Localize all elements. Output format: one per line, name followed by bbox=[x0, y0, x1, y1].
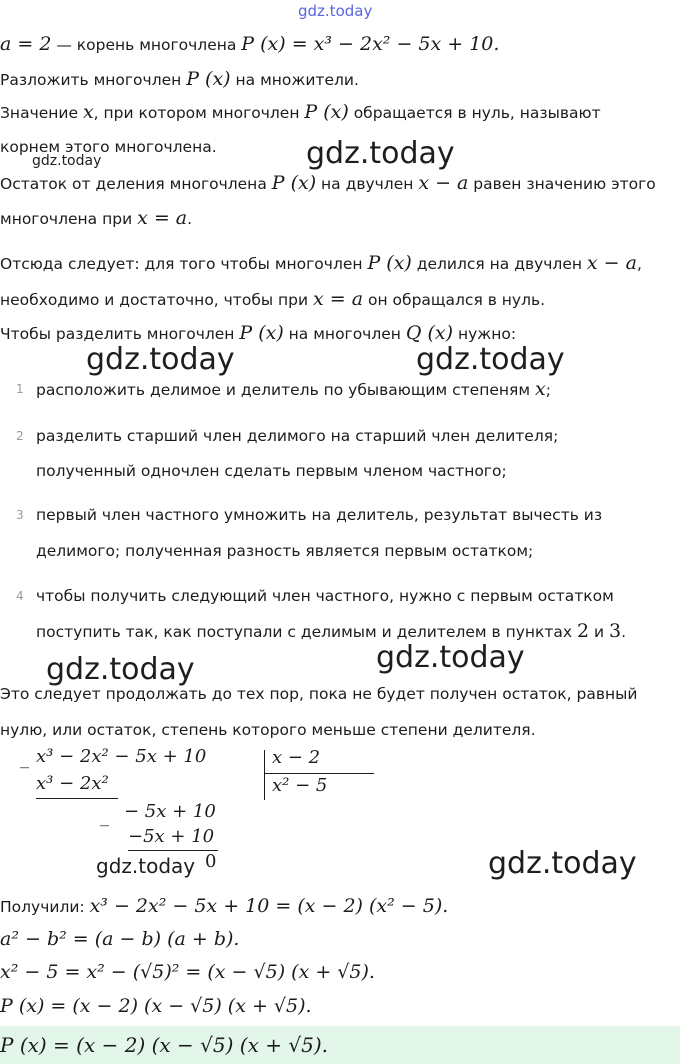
line-remainder-theorem-end bbox=[0, 207, 192, 230]
expr: 3 bbox=[609, 620, 622, 642]
underline bbox=[36, 798, 118, 799]
line-root-statement bbox=[0, 33, 499, 56]
step-3-line2: делимого; полученная разность является первым остатком; bbox=[36, 542, 534, 560]
line-consequence bbox=[0, 252, 642, 275]
step-2-line2: полученный одночлен сделать первым членом частного; bbox=[36, 462, 507, 480]
text: на множители. bbox=[230, 71, 359, 89]
watermark-top: gdz.today bbox=[298, 2, 373, 20]
step-2-line1: разделить старший член делимого на старший член делителя; bbox=[36, 427, 559, 445]
division-bar-horizontal bbox=[264, 773, 374, 774]
expr: P (x) bbox=[304, 101, 349, 123]
step-number: 2 bbox=[16, 429, 24, 443]
subtrahend-1: x³ − 2x² bbox=[36, 773, 109, 794]
line-final-factorization: P (x) = (x − 2) (x − √5) (x + √5). bbox=[0, 995, 312, 1017]
text: , bbox=[636, 255, 642, 273]
step-number: 1 bbox=[16, 382, 24, 396]
line-continue: Это следует продолжать до тех пор, пока не будет получен остаток, равный bbox=[0, 685, 638, 703]
step-1-line1 bbox=[36, 378, 551, 401]
watermark: gdz.today bbox=[306, 136, 455, 171]
step-number: 3 bbox=[16, 508, 24, 522]
watermark: gdz.today bbox=[416, 342, 565, 377]
watermark: gdz.today bbox=[96, 854, 196, 878]
line-difference-of-squares: a² − b² = (a − b) (a + b). bbox=[0, 928, 240, 950]
remainder-final: 0 bbox=[205, 851, 217, 872]
remainder-1: − 5x + 10 bbox=[124, 801, 216, 822]
text: делился на двучлен bbox=[411, 255, 587, 273]
expr: x − a bbox=[418, 172, 469, 194]
text: — корень многочлена bbox=[51, 36, 242, 54]
expr: x − a bbox=[586, 252, 637, 274]
text: расположить делимое и делитель по убывающим степеням bbox=[36, 381, 535, 399]
text: ; bbox=[545, 381, 551, 399]
subtrahend-2: −5x + 10 bbox=[128, 826, 215, 847]
expr: P (x) bbox=[186, 68, 231, 90]
expr: 2 bbox=[577, 620, 590, 642]
step-4-line2 bbox=[36, 620, 626, 643]
text: он обращался в нуль. bbox=[363, 291, 546, 309]
expr: P (x) bbox=[239, 322, 284, 344]
expr: P (x) bbox=[367, 252, 412, 274]
step-number: 4 bbox=[16, 589, 24, 603]
watermark: gdz.today bbox=[376, 640, 525, 675]
divisor: x − 2 bbox=[272, 747, 321, 768]
text: нужно: bbox=[453, 325, 517, 343]
line-consequence-end bbox=[0, 288, 545, 311]
watermark: gdz.today bbox=[46, 652, 195, 687]
text: на двучлен bbox=[316, 175, 419, 193]
watermark: gdz.today bbox=[32, 153, 102, 169]
text: и bbox=[589, 623, 610, 641]
text: Чтобы разделить многочлен bbox=[0, 325, 240, 343]
line-remainder-theorem bbox=[0, 172, 656, 195]
text: . bbox=[621, 623, 627, 641]
text: равен значению этого bbox=[468, 175, 656, 193]
text: корнем этого многочлена. bbox=[0, 138, 217, 156]
line-definition bbox=[0, 101, 601, 124]
text: Отсюда следует: для того чтобы многочлен bbox=[0, 255, 368, 273]
text: . bbox=[187, 210, 193, 228]
text: на многочлен bbox=[283, 325, 406, 343]
text: , при котором многочлен bbox=[93, 104, 305, 122]
expr: x³ − 2x² − 5x + 10 = (x − 2) (x² − 5). bbox=[89, 895, 449, 917]
text: Остаток от деления многочлена bbox=[0, 175, 272, 193]
line-continue-end: нулю, или остаток, степень которого меньше степени делителя. bbox=[0, 721, 536, 739]
step-3-line1: первый член частного умножить на делитель, результат вычесть из bbox=[36, 506, 603, 524]
expr: x bbox=[82, 101, 94, 123]
line-result bbox=[0, 895, 448, 918]
text: необходимо и достаточно, чтобы при bbox=[0, 291, 314, 309]
dividend: x³ − 2x² − 5x + 10 bbox=[36, 746, 207, 767]
expr: x = a bbox=[137, 207, 188, 229]
quotient: x² − 5 bbox=[272, 775, 328, 796]
expr-polynomial: P (x) = x³ − 2x² − 5x + 10. bbox=[241, 33, 500, 55]
expr: x = a bbox=[313, 288, 364, 310]
expr: P (x) bbox=[271, 172, 317, 194]
watermark: gdz.today bbox=[488, 846, 637, 881]
text: Значение bbox=[0, 104, 83, 122]
text: обращается в нуль, называют bbox=[348, 104, 601, 122]
expr: Q (x) bbox=[405, 322, 454, 344]
expr-a-equals-2: a = 2 bbox=[0, 33, 52, 55]
text: Разложить многочлен bbox=[0, 71, 187, 89]
text: многочлена при bbox=[0, 210, 138, 228]
division-bar-vertical bbox=[264, 750, 265, 800]
step-4-line1: чтобы получить следующий член частного, нужно с первым остатком bbox=[36, 587, 614, 605]
line-task bbox=[0, 68, 359, 91]
minus-sign: _ bbox=[20, 748, 29, 769]
watermark: gdz.today bbox=[86, 342, 235, 377]
expr: x bbox=[534, 378, 546, 400]
text: поступить так, как поступали с делимым и делителем в пунктах bbox=[36, 623, 578, 641]
line-factor-x2-minus-5: x² − 5 = x² − (√5)² = (x − √5) (x + √5). bbox=[0, 961, 375, 983]
minus-sign: _ bbox=[100, 806, 109, 827]
answer: P (x) = (x − 2) (x − √5) (x + √5). bbox=[0, 1033, 328, 1057]
text: Получили: bbox=[0, 898, 90, 916]
